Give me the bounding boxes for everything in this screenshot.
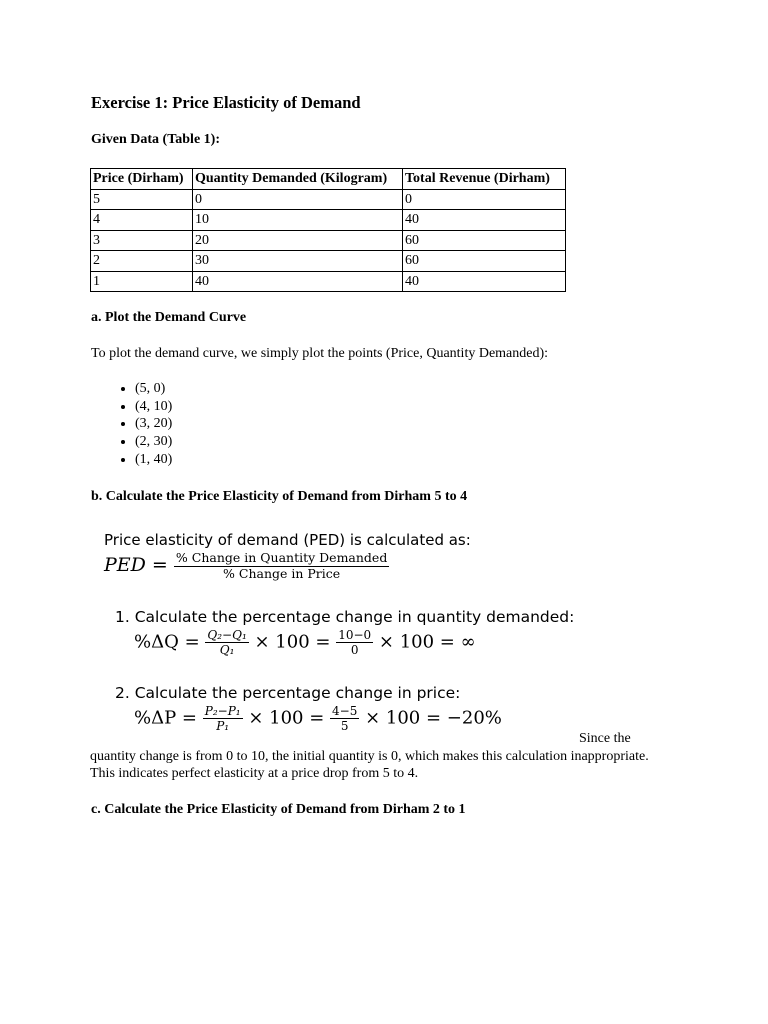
column-header-quantity: Quantity Demanded (Kilogram) [193, 169, 403, 190]
step1-rhs: × 100 = ∞ [378, 631, 476, 653]
ped-formula [104, 552, 389, 580]
step2-lhs: %ΔP = [134, 707, 198, 729]
column-header-price: Price (Dirham) [91, 169, 193, 190]
fraction-denominator: 5 [340, 719, 349, 733]
ped-lhs: PED = [104, 554, 168, 576]
step1-text: 1. Calculate the percentage change in quantity demanded: [115, 608, 575, 626]
fraction-numerator: 4−5 [332, 704, 358, 718]
table-cell: 60 [403, 230, 566, 251]
list-item: • (4, 10) [135, 398, 172, 416]
step1-mid: × 100 = [254, 631, 331, 653]
table-cell: 60 [403, 251, 566, 272]
page-title: Exercise 1: Price Elasticity of Demand [91, 93, 361, 112]
ped-intro: Price elasticity of demand (PED) is calculated as: [104, 531, 471, 549]
table-cell: 4 [91, 210, 193, 231]
list-item: • (5, 0) [135, 380, 172, 398]
table-row [91, 271, 566, 292]
table-cell: 20 [193, 230, 403, 251]
table-cell: 2 [91, 251, 193, 272]
fraction-numerator: 10−0 [338, 628, 372, 642]
table-cell: 5 [91, 189, 193, 210]
table-cell: 3 [91, 230, 193, 251]
table-cell: 40 [193, 271, 403, 292]
step1-fraction-2 [336, 629, 373, 656]
step1-lhs: %ΔQ = [134, 631, 200, 653]
step1-fraction-1 [205, 629, 248, 656]
table-header-row [91, 169, 566, 190]
section-a-intro: To plot the demand curve, we simply plot the points (Price, Quantity Demanded): [91, 346, 549, 361]
section-b-heading: b. Calculate the Price Elasticity of Demand from Dirham 5 to 4 [91, 489, 468, 504]
fraction-denominator: P₁ [216, 719, 230, 733]
list-item: • (1, 40) [135, 451, 172, 469]
table-row [91, 210, 566, 231]
fraction-denominator: 0 [350, 643, 359, 657]
data-table [90, 168, 566, 292]
fraction-denominator: Q₁ [219, 643, 235, 657]
table-cell: 0 [403, 189, 566, 210]
step2-rhs: × 100 = −20% [365, 707, 502, 729]
section-c-heading: c. Calculate the Price Elasticity of Demand from Dirham 2 to 1 [91, 802, 466, 817]
given-data-label: Given Data (Table 1): [91, 132, 220, 147]
table-row [91, 230, 566, 251]
step2-fraction-2 [330, 705, 359, 732]
table-cell: 30 [193, 251, 403, 272]
column-header-revenue: Total Revenue (Dirham) [403, 169, 566, 190]
since-lead-text: Since the [579, 731, 631, 746]
table-cell: 40 [403, 271, 566, 292]
table-row [91, 189, 566, 210]
step2-formula [134, 705, 502, 732]
fraction-numerator: Q₂−Q₁ [207, 628, 247, 642]
list-item: • (3, 20) [135, 415, 172, 433]
step2-mid: × 100 = [248, 707, 325, 729]
table-cell: 10 [193, 210, 403, 231]
fraction-numerator: P₂−P₁ [204, 704, 241, 718]
table-cell: 1 [91, 271, 193, 292]
demand-points-list [108, 380, 172, 469]
list-item: • (2, 30) [135, 433, 172, 451]
step2-fraction-1 [203, 705, 243, 732]
section-a-heading: a. Plot the Demand Curve [91, 310, 247, 325]
table-cell: 0 [193, 189, 403, 210]
ped-fraction [174, 552, 389, 580]
table-row [91, 251, 566, 272]
step1-formula [134, 629, 476, 656]
step2-text: 2. Calculate the percentage change in price: [115, 684, 461, 702]
table-cell: 40 [403, 210, 566, 231]
since-paragraph: quantity change is from 0 to 10, the initial quantity is 0, which makes this calculation inappropriate. This indicates perfect elasticity at a price drop from 5 to 4. [90, 749, 649, 781]
ped-numerator: % Change in Quantity Demanded [175, 550, 388, 565]
ped-denominator: % Change in Price [223, 565, 341, 581]
